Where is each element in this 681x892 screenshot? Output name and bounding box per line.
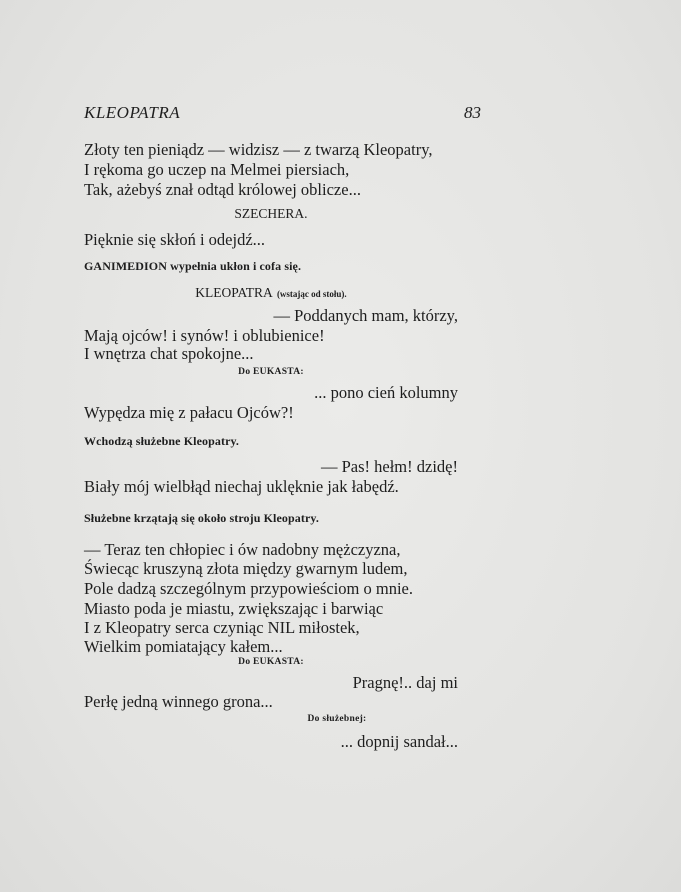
verse-line: Pole dadzą szczególnym przypowieściom o mnie. [84, 579, 413, 598]
verse-line: Pragnę!.. daj mi [352, 673, 458, 692]
verse-line: I rękoma go uczep na Melmei piersiach, [84, 160, 350, 179]
stage-direction: Wchodzą służebne Kleopatry. [84, 434, 240, 448]
stage-direction: GANIMEDION wypełnia ukłon i cofa się. [84, 259, 302, 273]
stage-direction: Do służebnej: [307, 714, 367, 724]
verse-line: — Teraz ten chłopiec i ów nadobny mężczyzna, [84, 540, 401, 559]
verse-line: Miasto poda je miastu, zwiększając i barwiąc [84, 599, 384, 618]
verse-line: I z Kleopatry serca czyniąc NIL miłostek, [84, 618, 360, 637]
speaker-name: SZECHERA. [234, 206, 308, 221]
verse-line: Mają ojców! i synów! i oblubienice! [84, 326, 325, 345]
verse-line: Tak, ażebyś znał odtąd królowej oblicze... [84, 180, 361, 199]
verse-line: Biały mój wielbłąd niechaj uklęknie jak łabędź. [84, 477, 399, 496]
verse-line: — Pas! hełm! dzidę! [320, 457, 458, 476]
verse-line: ... dopnij sandał... [340, 732, 458, 751]
verse-line: Wielkim pomiatający kałem... [84, 637, 283, 656]
page-number: 83 [464, 103, 481, 122]
verse-line: Świecąc kruszyną złota między gwarnym ludem, [84, 559, 408, 578]
verse-line: Złoty ten pieniądz — widzisz — z twarzą Kleopatry, [84, 140, 433, 159]
stage-direction: (wstając od stołu). [276, 289, 347, 299]
speaker-heading [84, 282, 458, 304]
verse-line: Wypędza mię z pałacu Ojców?! [84, 403, 294, 422]
running-title: KLEOPATRA [84, 103, 181, 122]
stage-direction: Do EUKASTA: [238, 367, 304, 377]
verse-line: ... pono cień kolumny [314, 383, 458, 402]
speaker-name: KLEOPATRA [195, 285, 273, 300]
verse-line: Pięknie się skłoń i odejdź... [84, 230, 266, 249]
verse-line: I wnętrza chat spokojne... [84, 344, 254, 363]
verse-line: Perłę jedną winnego grona... [84, 692, 273, 711]
stage-direction: Do EUKASTA: [238, 657, 304, 667]
stage-direction: Służebne krzątają się około stroju Kleopatry. [84, 511, 319, 525]
verse-line: — Poddanych mam, którzy, [273, 306, 458, 325]
